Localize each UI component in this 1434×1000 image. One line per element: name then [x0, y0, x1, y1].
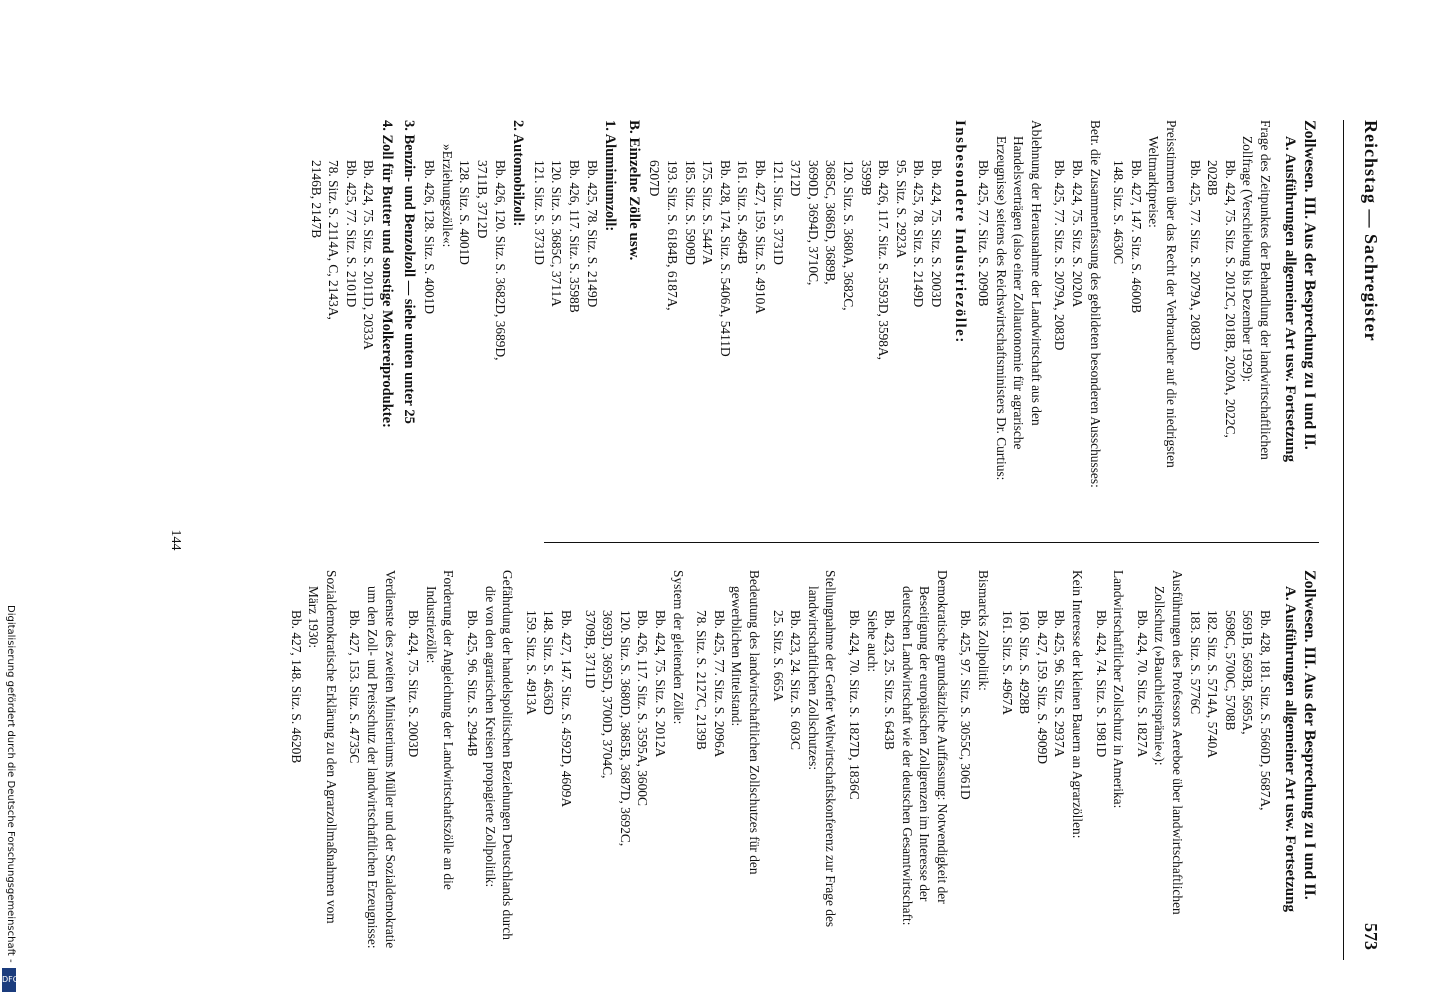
index-entry [975, 120, 1045, 500]
section-heading: Zollwesen. III. Aus der Besprechung zu I und II. [1301, 120, 1318, 450]
entry-text: Stellungnahme der Genfer Weltwirtschaftskonferenz zur Frage des landwirtschaftlichen Zollschutzes: [805, 570, 839, 928]
reference-line: 3690D, 3694D, 3710C, [805, 160, 821, 286]
reference-line: 121. Sitz. S. 3731D [531, 160, 547, 265]
reference-line: Bb. 426, 117. Sitz. S. 3595A, 3600C [635, 610, 651, 806]
index-entry [1186, 120, 1274, 500]
reference-line: Bb. 423, 24. Sitz. S. 603C [788, 610, 804, 750]
reference-line: Bb. 425, 78. Sitz. S. 2149D [584, 160, 600, 308]
index-entry [405, 570, 458, 950]
reference-line: Bb. 427, 147. Sitz. S. 4592D, 4609A [559, 610, 575, 808]
reference-line: Bb. 424, 75. Sitz. S. 2020A [1070, 160, 1086, 308]
reference-line: 78. Sitz. S. 2127C, 2139B [694, 610, 710, 750]
reference-line: Bb. 425, 77. Sitz. S. 2090B [976, 160, 992, 307]
entry-text: Kein Interesse der kleinen Bauern an Agrarzöllen: [1070, 570, 1086, 839]
numbered-item [307, 120, 395, 500]
reference-line: 3599B [858, 160, 874, 196]
numbered-item [399, 120, 417, 500]
reference-line: Bb. 425, 96. Sitz. S. 2937A [1052, 610, 1068, 758]
index-entry [522, 570, 575, 950]
index-entry [1051, 120, 1104, 500]
reference-line: 148. Sitz. S. 4636D [541, 610, 557, 715]
footer-page-number: 144 [168, 529, 183, 551]
reference-line: Bb. 425, 77. Sitz. S. 2079A, 2083D [1187, 160, 1203, 351]
reference-line: 6207D [647, 160, 663, 197]
entry-text: Sozialdemokratische Erklärung zu den Agrarzollmaßnahmen vom März 1930: [306, 570, 339, 924]
reference-line: 121. Sitz. S. 3731D [770, 160, 786, 265]
reference-line: 148. Sitz. S. 4630C [1111, 160, 1127, 265]
lead-refs [1186, 570, 1274, 950]
index-entry [463, 570, 516, 950]
reference-line: Bb. 424, 75. Sitz. S. 2003D [406, 610, 422, 758]
section-heading: Zollwesen. III. Aus der Besprechung zu I und II. [1301, 570, 1318, 900]
entry-text: Ablehnung der Herausnahme der Landwirtschaft aus den Handelsverträgen (also einer Zollautonomie für agrarische Erzeugnisse) seitens des Reichswirtschaftsministers Dr. Curtius: [993, 120, 1044, 481]
footer-credit [0, 0, 22, 1000]
index-entry [287, 570, 340, 950]
entry-text: System der gleitenden Zölle: [670, 570, 686, 725]
column-first [281, 570, 1319, 950]
entries-list [287, 570, 1186, 950]
entries-list [975, 120, 1275, 500]
numbered-item [530, 120, 618, 500]
reference-line: Bb. 423, 25. Sitz. S. 643B [882, 610, 898, 750]
index-entry [581, 570, 687, 950]
reference-line: 2028B [1205, 160, 1221, 196]
reference-line: 5698C, 5700C, 5708B [1222, 610, 1238, 731]
entry-text: Forderung der Angleichung der Landwirtschaftszölle an die Industriezölle: [423, 570, 457, 890]
reference-line: 95. Sitz. S. 2923A [893, 160, 909, 259]
subsection-heading: A. Ausführungen allgemeiner Art usw. Fortsetzung [1282, 586, 1298, 912]
entry-text: Bismarcks Zollpolitik: [976, 570, 992, 691]
entry-text: Verdienste des zweiten Ministeriums Müller und der Sozialdemokratie um den Zoll- und Preisschutz der landwirtschaftlichen Erzeugnisse: [365, 570, 398, 949]
reference-line: Bb. 425, 96. Sitz. S. 2944B [465, 610, 481, 757]
index-page [0, 90, 1434, 990]
credit-text: Digitalisierung gefördert durch die Deutsche Forschungsgemeinschaft - [5, 605, 16, 963]
industry-heading: Insbesondere Industriezölle: [952, 120, 969, 344]
reference-line: Bb. 425, 77. Sitz. S. 2079A, 2083D [1052, 160, 1068, 351]
index-entry [693, 570, 763, 950]
reference-line: Bb. 425, 97. Sitz. S. 3055C, 3061D [958, 610, 974, 800]
reference-line: 120. Sitz. S. 3680A, 3682C, [840, 160, 856, 311]
dfg-logo-icon: DFG [2, 968, 16, 992]
item-title: 3. Benzin- und Benzolzoll — siehe unten unter 25 [400, 120, 417, 424]
index-entry [1110, 120, 1180, 500]
index-entry [1133, 570, 1186, 950]
reference-line: 185. Sitz. S. 5909D [682, 160, 698, 265]
reference-line: 183. Sitz. S. 5776C [1187, 610, 1203, 715]
reference-line: 182. Sitz. S. 5714A, 5740A [1205, 610, 1221, 759]
reference-line: Bb. 426, 128. Sitz. S. 4001D [422, 160, 438, 315]
industry-refs [646, 120, 945, 500]
reference-line: 120. Sitz. S. 3685C, 3711A [549, 160, 565, 307]
reference-line: Bb. 427, 147. Sitz. S. 4600B [1128, 160, 1144, 314]
reference-line: Bb. 426, 120. Sitz. S. 3682D, 3689D, [492, 160, 508, 361]
reference-line: Bb. 427, 159. Sitz. S. 4909D [1034, 610, 1050, 765]
reference-line: Siehe auch: [864, 610, 880, 673]
reference-line: Bb. 428, 174. Sitz. S. 5406A, 5411D [717, 160, 733, 357]
subsection-heading: A. Ausführungen allgemeiner Art usw. Fortsetzung [1282, 136, 1298, 462]
reference-line: Bb. 424, 70. Sitz. S. 1827D, 1836C [846, 610, 862, 800]
reference-line: 3693D, 3695D, 3700D, 3704C, [600, 610, 616, 779]
reference-line: Bb. 424, 75. Sitz. S. 2003D [928, 160, 944, 308]
reference-line: Bb. 424, 75. Sitz. S. 2011D, 2033A [361, 160, 377, 350]
reference-line: Bb. 425, 77. Sitz. S. 2096A [711, 610, 727, 758]
reference-line: 3711B, 3712D [475, 160, 491, 239]
index-entry [1092, 570, 1127, 950]
reference-line: 128. Sitz. S. 4001D [457, 160, 473, 265]
reference-line: Bb. 428, 181. Sitz. S. 5660D, 5687A, [1258, 610, 1273, 811]
reference-line: Bb. 424, 75. Sitz. S. 2012A [653, 610, 668, 758]
entry-text: Betr. die Zusammenfassung des gebildeten besonderen Ausschusses: [1087, 120, 1103, 488]
reference-line: 175. Sitz. S. 5447A [700, 160, 716, 265]
index-entry [957, 570, 992, 950]
items-list [307, 120, 618, 500]
reference-line: 2146B, 2147B [308, 160, 324, 239]
reference-line: 3712D [788, 160, 804, 197]
reference-line: Bb. 427, 153. Sitz. S. 4735C [347, 610, 363, 764]
numbered-item [421, 120, 527, 500]
reference-line: 161. Sitz. S. 4964B [735, 160, 751, 265]
reference-line: 160. Sitz. S. 4928B [1017, 610, 1033, 715]
reference-line: 25. Sitz. S. 665A [770, 610, 786, 702]
reference-line: 159. Sitz. S. 4913A [523, 610, 539, 715]
reference-line: Bb. 424, 75. Sitz. S. 2012C, 2018B, 2020A, 2022C, [1222, 160, 1238, 438]
entry-text: Frage des Zeitpunktes der Behandlung der landwirtschaftlichen Zollfrage (Verschiebung bis Dezember 1929): [1240, 120, 1273, 460]
item-title: 4. Zoll für Butter und sonstige Molkereiprodukte: [379, 120, 396, 428]
entry-text: Bedeutung des landwirtschaftlichen Zollschutzes für den gewerblichen Mittelstand: [729, 570, 762, 875]
page-number: 573 [1361, 923, 1381, 950]
reference-line: 5691B, 5693B, 5695A, [1240, 610, 1256, 735]
reference-line: Bb. 427, 159. Sitz. S. 4910A [752, 160, 768, 315]
column-divider [544, 542, 1319, 543]
reference-line: Bb. 424, 70. Sitz. S. 1827A [1134, 610, 1150, 758]
reference-line: Bb. 427, 148. Sitz. S. 4620B [288, 610, 304, 764]
reference-line: 78. Sitz. S. 2114A, C, 2143A, [326, 160, 342, 320]
header-rule [1343, 120, 1344, 960]
item-title: 2. Automobilzoll: [510, 120, 527, 227]
reference-line: Bb. 424, 74. Sitz. S. 1981D [1093, 610, 1109, 758]
entry-text: Demokratische grundsätzliche Auffassung: Notwendigkeit der Beseitigung der europäischen Zollgrenzen im Interesse der deutschen Landwirtschaft wie der deutschen Gesamtwirtschaft: [899, 570, 950, 926]
item-subnote: »Erziehungszölle«: [439, 144, 455, 248]
entry-text: Ausführungen des Professors Aereboe über landwirtschaftlichen Zollschutz (»Bauchleitsprämie«): [1152, 570, 1186, 915]
reference-line: 3685C, 3686D, 3689B, [823, 160, 839, 285]
reference-line: Bb. 425, 77. Sitz. S. 2101D [343, 160, 359, 308]
entry-text: Landwirtschaftlicher Zollschutz in Amerika: [1111, 570, 1127, 809]
reference-line: 3709B, 3711D [582, 610, 598, 689]
column-second [307, 120, 1319, 500]
reference-line: Bb. 426, 117. Sitz. S. 3598B [567, 160, 583, 313]
index-entry [998, 570, 1086, 950]
reference-line: Bb. 425, 78. Sitz. S. 2149D [911, 160, 927, 308]
entry-text: Gefährdung der handelspolitischen Beziehungen Deutschlands durch die von den agrarischen Kreisen propagierte Zollpolitik: [482, 570, 516, 940]
b-heading: B. Einzelne Zölle usw. [625, 120, 642, 261]
reference-line: Bb. 426, 117. Sitz. S. 3593D, 3598A, [876, 160, 892, 361]
entry-text: Preisstimmen über das Recht der Verbraucher auf die niedrigsten Weltmarktpreise: [1146, 120, 1180, 468]
reference-line: 161. Sitz. S. 4967A [999, 610, 1015, 715]
running-title: Reichstag — Sachregister [1361, 120, 1381, 342]
reference-line: 193. Sitz. S. 6184B, 6187A, [665, 160, 680, 311]
index-entry [845, 570, 951, 950]
reference-line: 120. Sitz. S. 3680D, 3685B, 3687D, 3692C, [617, 610, 633, 847]
item-title: 1. Aluminiumzoll: [602, 120, 619, 232]
index-entry [769, 570, 839, 950]
index-entry [346, 570, 399, 950]
